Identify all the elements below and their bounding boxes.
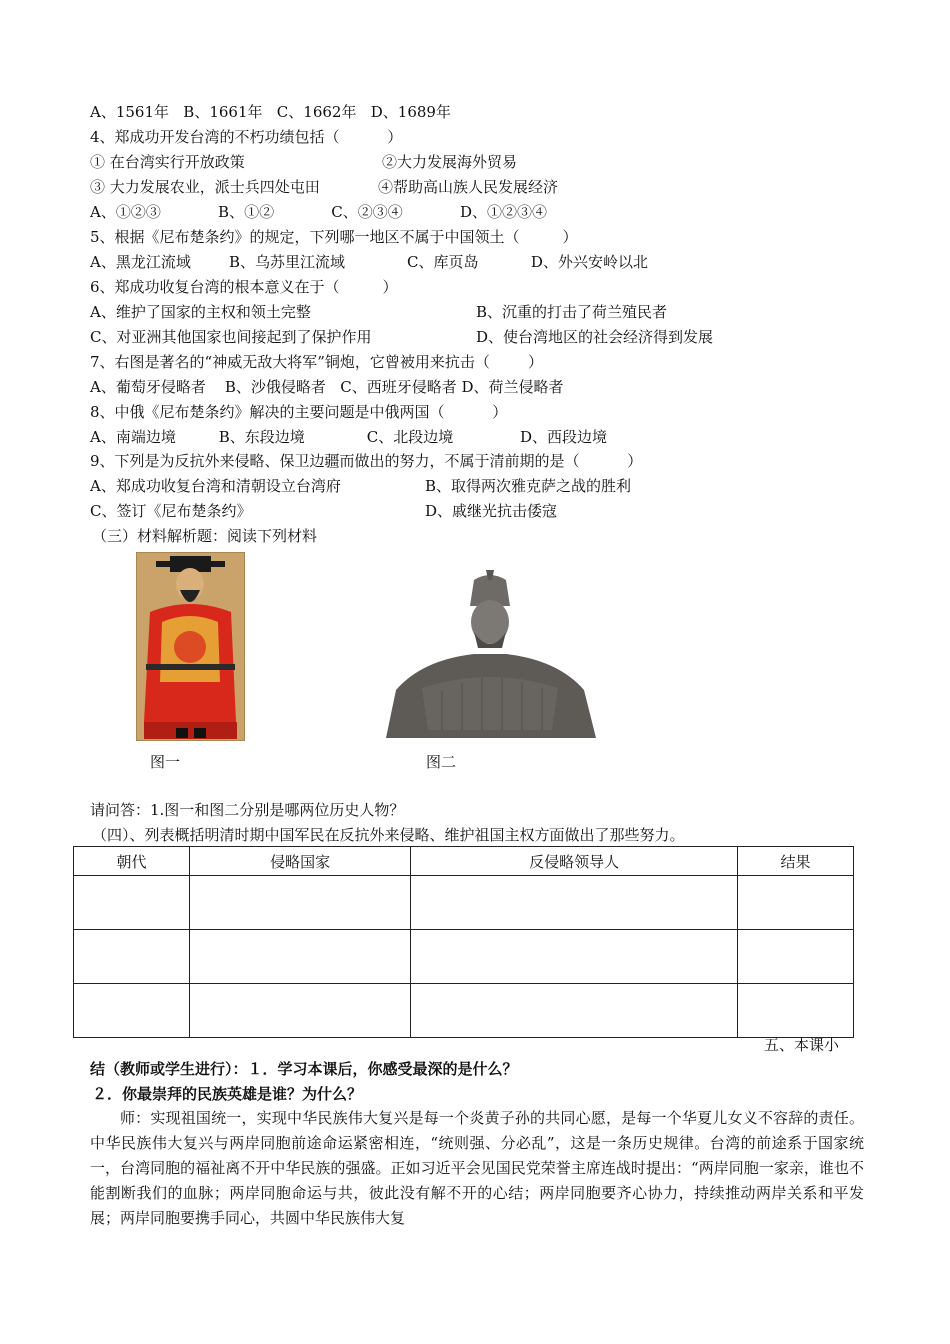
section-4-heading: （四）、列表概括明清时期中国军民在反抗外来侵略、维护祖国主权方面做出了那些努力。: [92, 826, 685, 844]
table-cell[interactable]: [738, 930, 854, 984]
q8-stem: 8、中俄《尼布楚条约》解决的主要问题是中俄两国（ ）: [90, 403, 508, 421]
table-cell[interactable]: [189, 876, 410, 930]
table-cell[interactable]: [74, 876, 190, 930]
question-1: 请问答：1.图一和图二分别是哪两位历史人物？: [90, 801, 405, 819]
q6-option-c: C、对亚洲其他国家也间接起到了保护作用: [90, 328, 372, 346]
figure-2-statue: [382, 570, 598, 738]
q9-option-c: C、签订《尼布楚条约》: [90, 502, 252, 520]
table-cell[interactable]: [411, 984, 738, 1038]
q4-item-3: ③ 大力发展农业，派士兵四处屯田: [90, 178, 320, 196]
header-leader: 反侵略领导人: [411, 847, 738, 876]
summary-question-2: ２．你最崇拜的民族英雄是谁？为什么？: [92, 1085, 363, 1103]
q4-item-1: ① 在台湾实行开放政策: [90, 153, 245, 171]
figure-1-caption: 图一: [150, 753, 181, 771]
table-row: [74, 984, 854, 1038]
summary-question-1: 结（教师或学生进行）：１．学习本课后，你感受最深的是什么？: [90, 1060, 518, 1078]
table-cell[interactable]: [189, 930, 410, 984]
table-cell[interactable]: [74, 930, 190, 984]
header-dynasty: 朝代: [74, 847, 190, 876]
figure-2-caption: 图二: [426, 753, 457, 771]
table-row: [74, 930, 854, 984]
figure-1-portrait: [136, 552, 245, 741]
q5-options: A、黑龙江流域 B、乌苏里江流域 C、库页岛 D、外兴安岭以北: [90, 253, 648, 271]
table-cell[interactable]: [738, 984, 854, 1038]
table-cell[interactable]: [411, 876, 738, 930]
q3-options: A、1561年 B、1661年 C、1662年 D、1689年: [90, 103, 451, 121]
q6-stem: 6、郑成功收复台湾的根本意义在于（ ）: [90, 278, 398, 296]
table-cell[interactable]: [738, 876, 854, 930]
q9-option-b: B、取得两次雅克萨之战的胜利: [425, 477, 632, 495]
teacher-paragraph: [90, 1106, 864, 1231]
table-cell[interactable]: [189, 984, 410, 1038]
table-row: [74, 876, 854, 930]
q6-option-b: B、沉重的打击了荷兰殖民者: [476, 303, 668, 321]
section-3-heading: （三）材料解析题：阅读下列材料: [92, 527, 318, 545]
table-cell[interactable]: [411, 930, 738, 984]
q7-options: A、葡萄牙侵略者 B、沙俄侵略者 C、西班牙侵略者 D、荷兰侵略者: [90, 378, 564, 396]
summary-table: [73, 846, 854, 1038]
q5-stem: 5、根据《尼布楚条约》的规定，下列哪一地区不属于中国领土（ ）: [90, 228, 578, 246]
q7-stem: 7、右图是著名的“神威无敌大将军”铜炮，它曾被用来抗击（ ）: [90, 353, 544, 371]
q4-item-4: ④帮助高山族人民发展经济: [378, 178, 559, 196]
section-5-heading: 五、本课小: [764, 1036, 840, 1054]
q4-item-2: ②大力发展海外贸易: [382, 153, 518, 171]
q9-option-a: A、郑成功收复台湾和清朝设立台湾府: [90, 477, 341, 495]
q9-option-d: D、戚继光抗击倭寇: [425, 502, 558, 520]
table-cell[interactable]: [74, 984, 190, 1038]
q6-option-d: D、使台湾地区的社会经济得到发展: [476, 328, 714, 346]
q4-stem: 4、郑成功开发台湾的不朽功绩包括（ ）: [90, 128, 403, 146]
q8-options: A、南端边境 B、东段边境 C、北段边境 D、西段边境: [90, 428, 608, 446]
q6-option-a: A、维护了国家的主权和领土完整: [90, 303, 311, 321]
q4-options: A、①②③ B、①② C、②③④ D、①②③④: [90, 203, 548, 221]
table-header-row: [74, 847, 854, 876]
header-result: 结果: [738, 847, 854, 876]
teacher-paragraph-text: 师：实现祖国统一，实现中华民族伟大复兴是每一个炎黄子孙的共同心愿，是每一个华夏儿女义不容辞的责任。中华民族伟大复兴与两岸同胞前途命运紧密相连，“统则强、分必乱”，这是一条历史规律。台湾的前途系于国家统一，台湾同胞的福祉离不开中华民族的强盛。正如习近平会见国民党荣誉主席连战时提出：“两岸同胞一家亲，谁也不能割断我们的血脉；两岸同胞命运与共，彼此没有解不开的心结；两岸同胞要齐心协力，持续推动两岸关系和平发展；两岸同胞要携手同心，共圆中华民族伟大复: [90, 1109, 864, 1227]
header-invader: 侵略国家: [189, 847, 410, 876]
q9-stem: 9、下列是为反抗外来侵略、保卫边疆而做出的努力，不属于清前期的是（ ）: [90, 452, 643, 470]
